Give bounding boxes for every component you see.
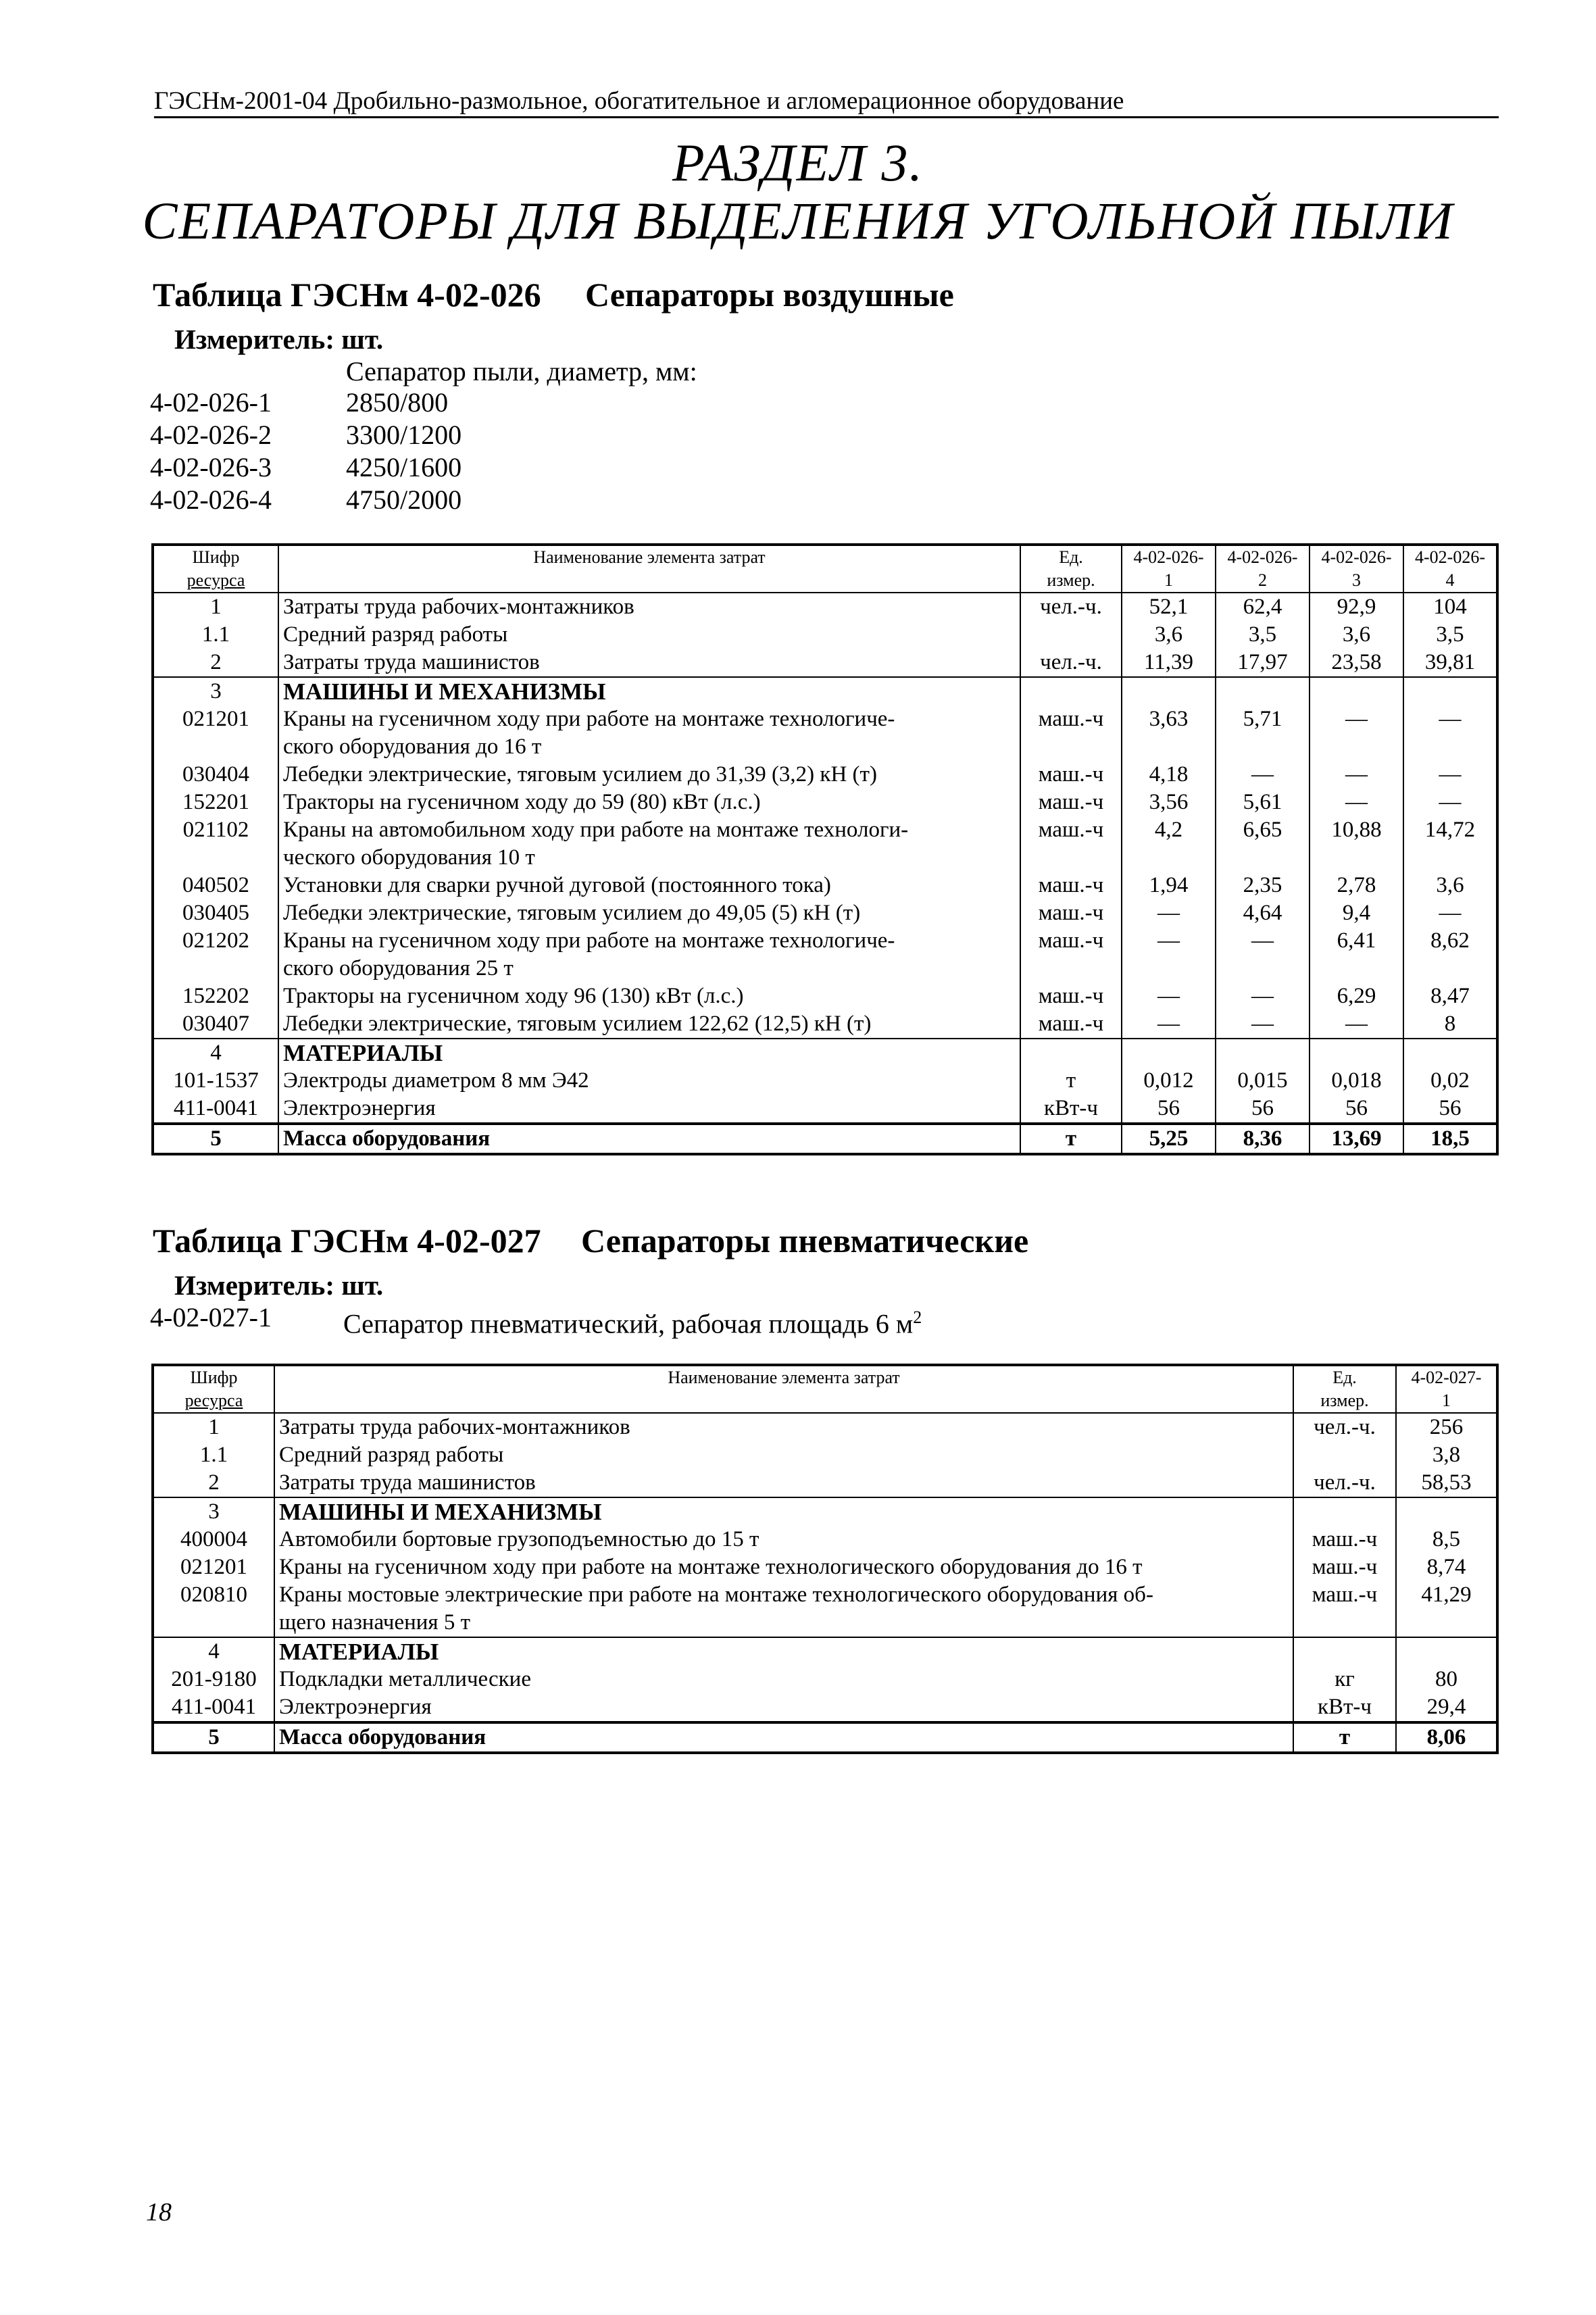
table-row [153, 789, 1497, 816]
resource-code: 411-0041 [153, 1693, 274, 1722]
table-row [153, 1693, 1497, 1722]
norm-value: 92,9 [1310, 593, 1403, 621]
norm-value: 3,6 [1403, 872, 1497, 899]
resource-code: 5 [153, 1722, 274, 1753]
resource-code: 021201 [153, 705, 278, 761]
cost-element-name [274, 1497, 1293, 1526]
resource-code: 030405 [153, 899, 278, 927]
unit [1293, 1441, 1396, 1469]
col-code-header: Шифр ресурса [153, 1365, 274, 1413]
norm-value: — [1310, 705, 1403, 761]
group-row [153, 1637, 1497, 1666]
table2-spec-code: 4-02-027-1 [150, 1302, 272, 1333]
norm-value: 13,69 [1310, 1124, 1403, 1154]
unit: маш.-ч [1020, 789, 1122, 816]
col-norm-header: 4-02-026- 1 [1122, 545, 1216, 593]
mass-row [153, 1124, 1497, 1154]
norm-value: 52,1 [1122, 593, 1216, 621]
table2 [151, 1364, 1499, 1754]
cost-element-name [278, 927, 1020, 982]
name-line: щего назначения 5 т [279, 1610, 471, 1635]
cost-element-name [278, 872, 1020, 899]
unit: маш.-ч [1293, 1553, 1396, 1581]
norm-value: 8,06 [1396, 1722, 1497, 1753]
table-row [153, 1067, 1497, 1095]
resource-code: 4 [153, 1637, 274, 1666]
group-row [153, 1039, 1497, 1067]
norm-value: 0,015 [1216, 1067, 1310, 1095]
name-line: МАТЕРИАЛЫ [283, 1040, 443, 1066]
norm-value: 29,4 [1396, 1693, 1497, 1722]
spec-value: 4750/2000 [346, 484, 462, 515]
table-row [153, 927, 1497, 982]
col-unit-header: Ед. измер. [1020, 545, 1122, 593]
cost-element-name [278, 789, 1020, 816]
table-row [153, 899, 1497, 927]
unit: кг [1293, 1666, 1396, 1693]
table-row [153, 621, 1497, 649]
resource-code: 1 [153, 593, 278, 621]
table1-title: Сепараторы воздушные [585, 276, 954, 314]
name-line: Лебедки электрические, тяговым усилием до 49,05 (5) кН (т) [283, 901, 861, 925]
resource-code: 030407 [153, 1010, 278, 1039]
name-line: Краны мостовые электрические при работе на монтаже технологического оборудования об- [279, 1583, 1153, 1607]
table1-header-row [153, 545, 1497, 593]
norm-value: — [1403, 789, 1497, 816]
unit: чел.-ч. [1020, 649, 1122, 677]
spec-value: 3300/1200 [346, 420, 462, 450]
resource-code: 040502 [153, 872, 278, 899]
norm-value [1396, 1637, 1497, 1666]
page-number: 18 [146, 2198, 172, 2226]
norm-value: 14,72 [1403, 816, 1497, 872]
norm-value [1403, 677, 1497, 705]
name-line: Затраты труда рабочих-монтажников [283, 595, 634, 619]
norm-value: 3,5 [1403, 621, 1497, 649]
col-norm-header: 4-02-026- 2 [1216, 545, 1310, 593]
cost-element-name [278, 1039, 1020, 1067]
resource-code: 411-0041 [153, 1095, 278, 1124]
norm-value: — [1310, 761, 1403, 789]
norm-value: — [1122, 927, 1216, 982]
table2-spec-text: Сепаратор пневматический, рабочая площадь 6 $м^2$ [343, 1308, 922, 1339]
norm-value: 3,5 [1216, 621, 1310, 649]
table-row [153, 593, 1497, 621]
norm-value: 11,39 [1122, 649, 1216, 677]
norm-value: 39,81 [1403, 649, 1497, 677]
resource-code: 3 [153, 1497, 274, 1526]
name-line: Затраты труда машинистов [283, 650, 540, 674]
table-row [153, 1413, 1497, 1441]
resource-code: 1.1 [153, 1441, 274, 1469]
name-line: Средний разряд работы [283, 622, 508, 647]
unit [1020, 677, 1122, 705]
col-name-header: Наименование элемента затрат [274, 1365, 1293, 1413]
name-line: Подкладки металлические [279, 1667, 531, 1691]
norm-value: 56 [1122, 1095, 1216, 1124]
cost-element-name [274, 1441, 1293, 1469]
norm-value: 80 [1396, 1666, 1497, 1693]
norm-value: 62,4 [1216, 593, 1310, 621]
norm-value: 4,2 [1122, 816, 1216, 872]
name-line: Масса оборудования [279, 1725, 487, 1749]
norm-value: 2,35 [1216, 872, 1310, 899]
norm-value: 56 [1216, 1095, 1310, 1124]
cost-element-name [274, 1469, 1293, 1497]
unit: т [1293, 1722, 1396, 1753]
name-line: Масса оборудования [283, 1126, 491, 1151]
mass-row [153, 1722, 1497, 1753]
name-line: Тракторы на гусеничном ходу до 59 (80) кВт (л.с.) [283, 790, 761, 814]
norm-value: 5,71 [1216, 705, 1310, 761]
cost-element-name [278, 593, 1020, 621]
norm-value: 3,56 [1122, 789, 1216, 816]
unit [1020, 621, 1122, 649]
table-row [153, 1581, 1497, 1637]
norm-value: 8,47 [1403, 982, 1497, 1010]
norm-value [1403, 1039, 1497, 1067]
cost-element-name [274, 1666, 1293, 1693]
table2-heading: Таблица ГЭСНм 4-02-027 [153, 1222, 541, 1260]
table-row [153, 1469, 1497, 1497]
spec-code: 4-02-026-3 [150, 452, 272, 482]
name-line: Автомобили бортовые грузоподъемностью до 15 т [279, 1527, 759, 1551]
cost-element-name [278, 705, 1020, 761]
norm-value: 17,97 [1216, 649, 1310, 677]
norm-value [1310, 1039, 1403, 1067]
cost-element-name [278, 1010, 1020, 1039]
resource-code: 400004 [153, 1526, 274, 1553]
cost-element-name [278, 761, 1020, 789]
col-unit-header: Ед. измер. [1293, 1365, 1396, 1413]
table-row [153, 1666, 1497, 1693]
cost-element-name [274, 1413, 1293, 1441]
table2-header-row [153, 1365, 1497, 1413]
spec-value: 4250/1600 [346, 452, 462, 482]
norm-value: 3,8 [1396, 1441, 1497, 1469]
norm-value: — [1122, 982, 1216, 1010]
norm-value: 0,018 [1310, 1067, 1403, 1095]
table1-measure: Измеритель: шт. [174, 324, 384, 355]
table2-measure: Измеритель: шт. [174, 1270, 384, 1301]
cost-element-name [274, 1722, 1293, 1753]
table-row [153, 649, 1497, 677]
name-line: Лебедки электрические, тяговым усилием 122,62 (12,5) кН (т) [283, 1012, 872, 1036]
name-line: Электроды диаметром 8 мм Э42 [283, 1068, 589, 1093]
name-line: Краны на гусеничном ходу при работе на монтаже технологиче- [283, 707, 895, 731]
unit: чел.-ч. [1020, 593, 1122, 621]
cost-element-name [274, 1637, 1293, 1666]
table-row [153, 816, 1497, 872]
norm-value: 2,78 [1310, 872, 1403, 899]
norm-value: 3,63 [1122, 705, 1216, 761]
col-code-header: Шифр ресурса [153, 545, 278, 593]
norm-value: 5,25 [1122, 1124, 1216, 1154]
unit: маш.-ч [1293, 1581, 1396, 1637]
spec-value: 2850/800 [346, 387, 449, 418]
resource-code: 152201 [153, 789, 278, 816]
cost-element-name [278, 1095, 1020, 1124]
unit: маш.-ч [1020, 927, 1122, 982]
name-line: МАШИНЫ И МЕХАНИЗМЫ [283, 678, 606, 705]
table-row [153, 705, 1497, 761]
norm-value: 56 [1310, 1095, 1403, 1124]
table-row [153, 982, 1497, 1010]
norm-value: — [1310, 789, 1403, 816]
name-line: МАТЕРИАЛЫ [279, 1639, 439, 1665]
group-row [153, 1497, 1497, 1526]
norm-value: 3,6 [1122, 621, 1216, 649]
norm-value: 10,88 [1310, 816, 1403, 872]
name-line: Краны на гусеничном ходу при работе на монтаже технологического оборудования до 16 т [279, 1555, 1143, 1579]
norm-value: 0,012 [1122, 1067, 1216, 1095]
table-row [153, 1526, 1497, 1553]
norm-value [1122, 677, 1216, 705]
resource-code: 201-9180 [153, 1666, 274, 1693]
norm-value: 9,4 [1310, 899, 1403, 927]
unit: т [1020, 1067, 1122, 1095]
norm-value: 6,41 [1310, 927, 1403, 982]
norm-value [1310, 677, 1403, 705]
table-row [153, 1553, 1497, 1581]
col-norm-header: 4-02-026- 3 [1310, 545, 1403, 593]
resource-code: 1.1 [153, 621, 278, 649]
table-row [153, 1010, 1497, 1039]
group-row [153, 677, 1497, 705]
table-row [153, 1095, 1497, 1124]
norm-value: — [1403, 899, 1497, 927]
resource-code: 152202 [153, 982, 278, 1010]
unit: маш.-ч [1020, 816, 1122, 872]
table1-spec-caption: Сепаратор пыли, диаметр, мм: [346, 356, 697, 387]
unit: чел.-ч. [1293, 1469, 1396, 1497]
unit: маш.-ч [1020, 982, 1122, 1010]
resource-code: 101-1537 [153, 1067, 278, 1095]
cost-element-name [274, 1526, 1293, 1553]
table-row [153, 1441, 1497, 1469]
section-number: РАЗДЕЛ 3. [672, 133, 924, 192]
unit: маш.-ч [1020, 899, 1122, 927]
name-line: ского оборудования до 16 т [283, 735, 542, 759]
resource-code: 021201 [153, 1553, 274, 1581]
unit: чел.-ч. [1293, 1413, 1396, 1441]
resource-code: 5 [153, 1124, 278, 1154]
norm-value: — [1122, 1010, 1216, 1039]
unit: т [1020, 1124, 1122, 1154]
name-line: Краны на гусеничном ходу при работе на монтаже технологиче- [283, 928, 895, 953]
cost-element-name [278, 621, 1020, 649]
unit: маш.-ч [1293, 1526, 1396, 1553]
norm-value: 6,29 [1310, 982, 1403, 1010]
cost-element-name [278, 816, 1020, 872]
name-line: ческого оборудования 10 т [283, 845, 535, 870]
norm-value: 18,5 [1403, 1124, 1497, 1154]
norm-value: 1,94 [1122, 872, 1216, 899]
name-line: Затраты труда машинистов [279, 1470, 536, 1495]
table2-title: Сепараторы пневматические [581, 1222, 1029, 1260]
unit [1020, 1039, 1122, 1067]
name-line: Тракторы на гусеничном ходу 96 (130) кВт (л.с.) [283, 984, 744, 1008]
norm-value: — [1216, 982, 1310, 1010]
resource-code: 020810 [153, 1581, 274, 1637]
name-line: Средний разряд работы [279, 1443, 504, 1467]
unit: маш.-ч [1020, 761, 1122, 789]
resource-code: 021102 [153, 816, 278, 872]
cost-element-name [274, 1581, 1293, 1637]
name-line: Электроэнергия [283, 1096, 436, 1120]
spec-code: 4-02-026-2 [150, 420, 272, 450]
norm-value: — [1310, 1010, 1403, 1039]
norm-value: 8 [1403, 1010, 1497, 1039]
norm-value: — [1122, 899, 1216, 927]
col-name-header: Наименование элемента затрат [278, 545, 1020, 593]
norm-value: 23,58 [1310, 649, 1403, 677]
norm-value: 8,62 [1403, 927, 1497, 982]
norm-value [1396, 1497, 1497, 1526]
unit: маш.-ч [1020, 1010, 1122, 1039]
norm-value: 5,61 [1216, 789, 1310, 816]
norm-value [1216, 1039, 1310, 1067]
header-rule [154, 116, 1499, 118]
col-norm-header: 4-02-026- 4 [1403, 545, 1497, 593]
resource-code: 030404 [153, 761, 278, 789]
norm-value: 8,74 [1396, 1553, 1497, 1581]
norm-value: 8,5 [1396, 1526, 1497, 1553]
unit: кВт-ч [1020, 1095, 1122, 1124]
col-norm-header: 4-02-027- 1 [1396, 1365, 1497, 1413]
unit [1293, 1497, 1396, 1526]
unit: маш.-ч [1020, 872, 1122, 899]
cost-element-name [278, 1067, 1020, 1095]
section-title: СЕПАРАТОРЫ ДЛЯ ВЫДЕЛЕНИЯ УГОЛЬНОЙ ПЫЛИ [142, 191, 1454, 250]
name-line: Краны на автомобильном ходу при работе на монтаже технологи- [283, 818, 909, 842]
norm-value: 6,65 [1216, 816, 1310, 872]
norm-value: 256 [1396, 1413, 1497, 1441]
cost-element-name [278, 899, 1020, 927]
norm-value: 104 [1403, 593, 1497, 621]
name-line: ского оборудования 25 т [283, 956, 514, 980]
norm-value: — [1403, 761, 1497, 789]
table-row [153, 872, 1497, 899]
unit: маш.-ч [1020, 705, 1122, 761]
resource-code: 2 [153, 649, 278, 677]
norm-value: 58,53 [1396, 1469, 1497, 1497]
resource-code: 021202 [153, 927, 278, 982]
running-header: ГЭСНм-2001-04 Дробильно-размольное, обогатительное и агломерационное оборудование [154, 87, 1124, 115]
cost-element-name [278, 982, 1020, 1010]
name-line: Установки для сварки ручной дуговой (постоянного тока) [283, 873, 831, 897]
table1 [151, 543, 1499, 1155]
norm-value: 41,29 [1396, 1581, 1497, 1637]
norm-value [1122, 1039, 1216, 1067]
name-line: Затраты труда рабочих-монтажников [279, 1415, 630, 1439]
resource-code: 4 [153, 1039, 278, 1067]
name-line: Электроэнергия [279, 1695, 432, 1719]
norm-value: 4,64 [1216, 899, 1310, 927]
norm-value: — [1216, 761, 1310, 789]
table1-heading: Таблица ГЭСНм 4-02-026 [153, 276, 541, 314]
table-row [153, 761, 1497, 789]
cost-element-name [274, 1553, 1293, 1581]
norm-value: 3,6 [1310, 621, 1403, 649]
unit: кВт-ч [1293, 1693, 1396, 1722]
cost-element-name [274, 1693, 1293, 1722]
spec-code: 4-02-026-1 [150, 387, 272, 418]
norm-value: 4,18 [1122, 761, 1216, 789]
norm-value [1216, 677, 1310, 705]
norm-value: 8,36 [1216, 1124, 1310, 1154]
norm-value: 0,02 [1403, 1067, 1497, 1095]
cost-element-name [278, 677, 1020, 705]
resource-code: 1 [153, 1413, 274, 1441]
norm-value: — [1216, 1010, 1310, 1039]
name-line: МАШИНЫ И МЕХАНИЗМЫ [279, 1499, 602, 1525]
norm-value: — [1403, 705, 1497, 761]
resource-code: 2 [153, 1469, 274, 1497]
unit [1293, 1637, 1396, 1666]
cost-element-name [278, 1124, 1020, 1154]
resource-code: 3 [153, 677, 278, 705]
name-line: Лебедки электрические, тяговым усилием до 31,39 (3,2) кН (т) [283, 762, 877, 787]
norm-value: 56 [1403, 1095, 1497, 1124]
cost-element-name [278, 649, 1020, 677]
norm-value: — [1216, 927, 1310, 982]
spec-code: 4-02-026-4 [150, 484, 272, 515]
